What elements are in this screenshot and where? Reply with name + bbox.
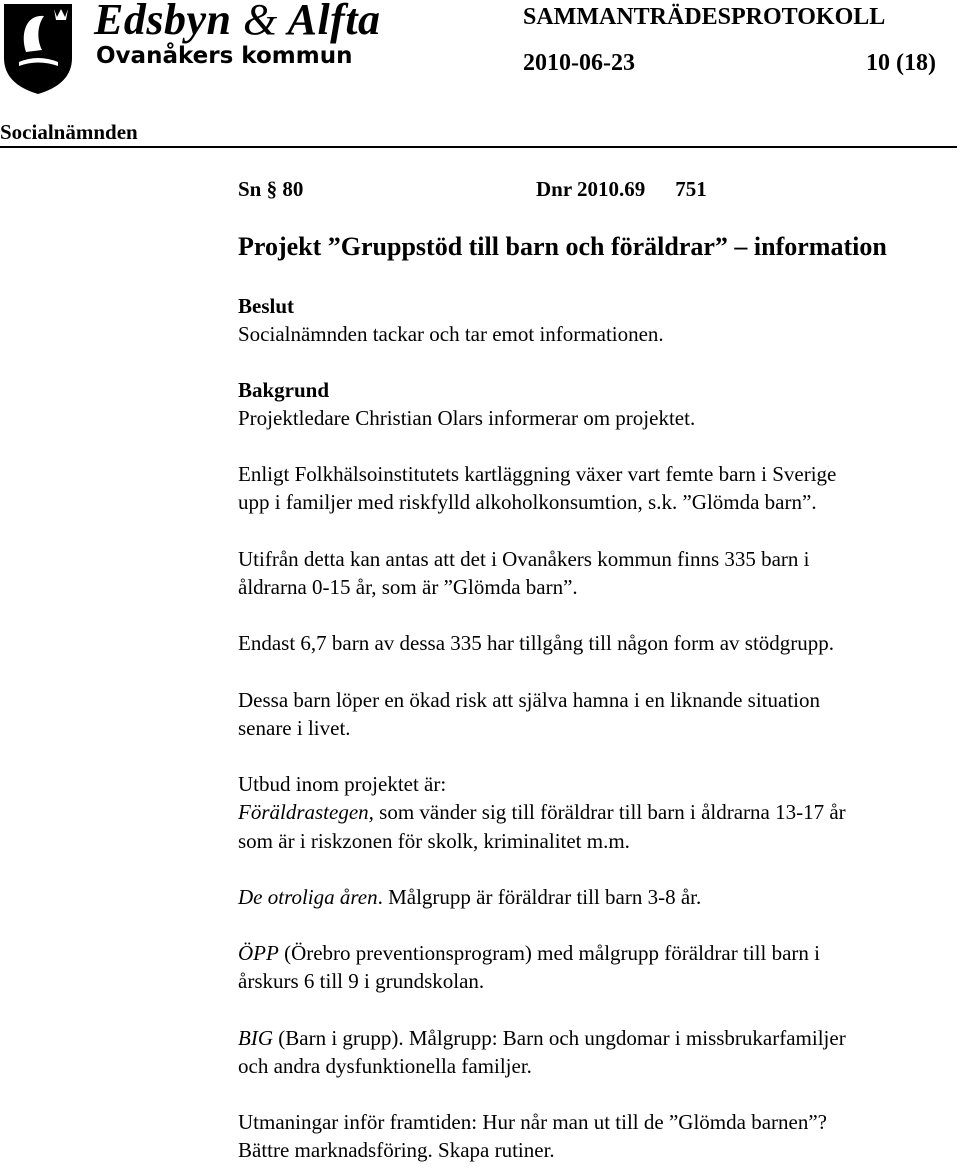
offer-item: ÖPP (Örebro preventionsprogram) med målgrupp föräldrar till barn i	[238, 941, 820, 965]
municipality-name: Ovanåkers kommun	[96, 43, 353, 69]
header-divider	[0, 146, 957, 148]
municipal-coat-of-arms-logo	[2, 0, 74, 96]
challenges-text: Utmaningar inför framtiden: Hur når man ut till de ”Glömda barnen”?	[238, 1110, 827, 1134]
paragraph-line: åldrarna 0-15 år, som är ”Glömda barn”.	[238, 575, 578, 599]
beslut-text: Socialnämnden tackar och tar emot informationen.	[238, 322, 664, 346]
paragraph-line: Utifrån detta kan antas att det i Ovanåkers kommun finns 335 barn i	[238, 547, 810, 571]
paragraph-line: upp i familjer med riskfylld alkoholkonsumtion, s.k. ”Glömda barn”.	[238, 490, 817, 514]
paragraph-line: som är i riskzonen för skolk, kriminalitet m.m.	[238, 829, 630, 853]
committee-name: Socialnämnden	[0, 120, 138, 144]
offer-intro: Utbud inom projektet är:	[238, 772, 447, 796]
offer-item: BIG (Barn i grupp). Målgrupp: Barn och ungdomar i missbrukarfamiljer	[238, 1026, 846, 1050]
item-title: Projekt ”Gruppstöd till barn och föräldrar” – information	[238, 232, 887, 261]
municipality-wordmark: Edsbyn & Alfta	[94, 0, 381, 44]
paragraph-line: Endast 6,7 barn av dessa 335 har tillgång till någon form av stödgrupp.	[238, 631, 835, 655]
challenges-text: Bättre marknadsföring. Skapa rutiner.	[238, 1138, 555, 1162]
bakgrund-text: Projektledare Christian Olars informerar om projektet.	[238, 406, 696, 430]
offer-item: Föräldrastegen, som vänder sig till föräldrar till barn i åldrarna 13-17 år	[238, 800, 846, 824]
beslut-heading: Beslut	[238, 294, 295, 318]
paragraph-line: senare i livet.	[238, 716, 351, 740]
document-type: SAMMANTRÄDESPROTOKOLL	[523, 4, 886, 30]
offer-item: De otroliga åren. Målgrupp är föräldrar till barn 3-8 år.	[238, 885, 702, 909]
paragraph-line: Dessa barn löper en ökad risk att själva hamna i en liknande situation	[238, 688, 821, 712]
paragraph-line: årskurs 6 till 9 i grundskolan.	[238, 969, 485, 993]
bakgrund-heading: Bakgrund	[238, 378, 330, 402]
paragraph-line: Enligt Folkhälsoinstitutets kartläggning växer vart femte barn i Sverige	[238, 462, 837, 486]
section-reference: Sn § 80	[238, 177, 304, 201]
page-number: 10 (18)	[866, 50, 936, 76]
paragraph-line: och andra dysfunktionella familjer.	[238, 1054, 532, 1078]
meeting-date: 2010-06-23	[523, 50, 635, 76]
case-number: Dnr 2010.69 751	[536, 177, 707, 201]
